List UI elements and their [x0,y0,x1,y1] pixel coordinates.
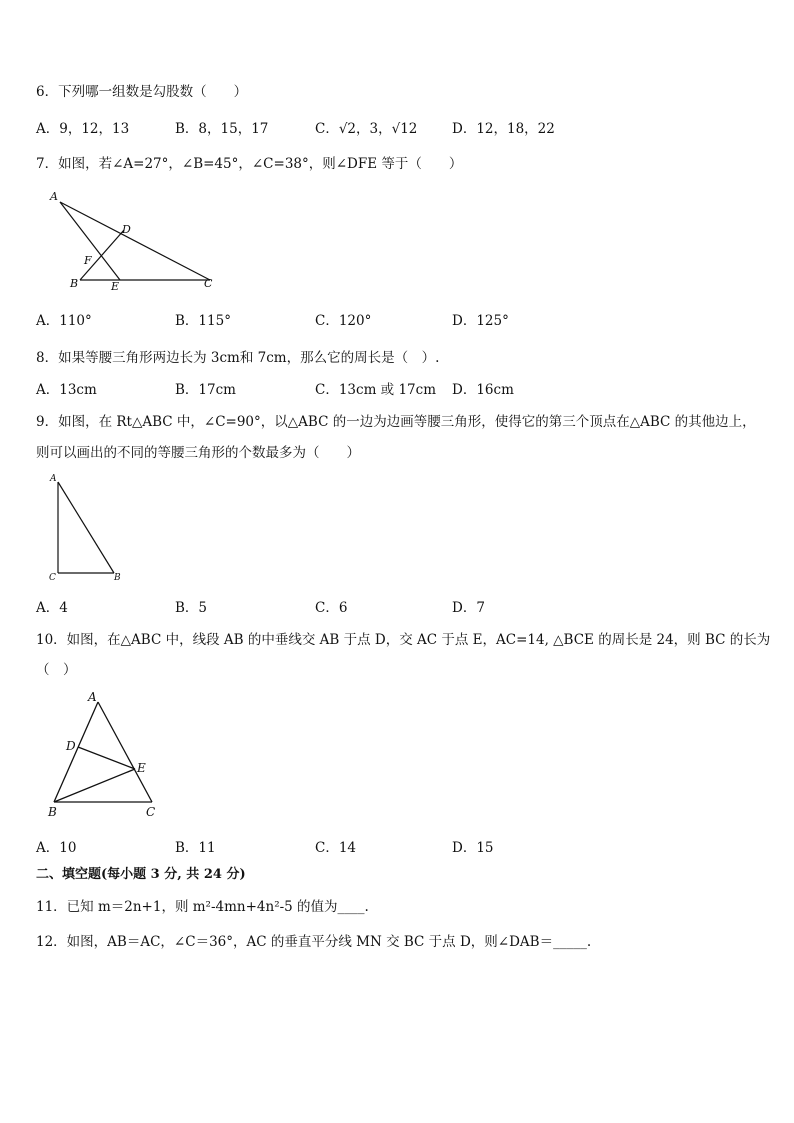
q7-label-b: B [70,277,79,290]
q9-option-d[interactable]: D．7 [452,600,485,616]
q7-option-a[interactable]: A．110° [36,313,92,329]
q10-label-e: E [137,761,146,775]
q6-option-b[interactable]: B．8，15，17 [175,121,269,137]
q7-label-e: E [111,280,120,293]
q9-option-b[interactable]: B．5 [175,600,208,616]
q7-option-c[interactable]: C．120° [315,313,372,329]
q10-option-d[interactable]: D．15 [452,840,494,856]
q10-label-a: A [88,690,97,704]
q7-segment-ac [60,202,210,280]
q10-label-d: D [66,739,76,753]
q9-figure [44,470,134,586]
q12-stem: 12．如图，AB＝AC，∠C＝36°，AC 的垂直平分线 MN 交 BC 于点 D，则∠DAB＝_____. [36,934,592,950]
q10-segment-ac [98,702,152,802]
q10-label-b: B [48,805,57,819]
q8-option-b[interactable]: B．17cm [175,382,236,398]
q7-stem: 7．如图，若∠A=27°，∠B=45°，∠C=38°，则∠DFE 等于（ ） [36,156,463,172]
q9-segment-ab [58,482,114,573]
q9-option-a[interactable]: A．4 [36,600,68,616]
q6-stem: 6．下列哪一组数是勾股数（ ） [36,84,248,100]
q7-label-d: D [122,223,131,236]
q10-option-c[interactable]: C．14 [315,840,357,856]
q9-label-b: B [114,573,121,583]
q7-option-b[interactable]: B．115° [175,313,231,329]
q8-option-a[interactable]: A．13cm [36,382,97,398]
q9-stem-line2: 则可以画出的不同的等腰三角形的个数最多为（ ） [36,445,360,461]
q7-label-f: F [84,254,92,267]
q6-option-c[interactable]: C．√2，3，√12 [315,121,418,137]
q9-label-a: A [50,474,57,484]
q7-label-a: A [50,190,58,203]
q7-figure [40,186,230,296]
q11-stem: 11．已知 m＝2n+1，则 m²-4mn+4n²-5 的值为____. [36,899,369,915]
q9-option-c[interactable]: C．6 [315,600,348,616]
q6-option-a[interactable]: A．9，12，13 [36,121,130,137]
q6-option-d[interactable]: D．12，18，22 [452,121,555,137]
q7-label-c: C [204,277,213,290]
q9-label-c: C [49,573,56,583]
q10-figure [44,688,174,822]
q9-stem-line1: 9．如图，在 Rt△ABC 中，∠C=90°，以△ABC 的一边为边画等腰三角形，使得它的第三个顶点在△ABC 的其他边上， [36,414,756,430]
q7-option-d[interactable]: D．125° [452,313,509,329]
q10-label-c: C [146,805,156,819]
section2-title: 二、填空题(每小题 3 分, 共 24 分) [36,867,246,882]
q10-stem-line2: （ ） [36,662,77,678]
q10-option-b[interactable]: B．11 [175,840,216,856]
q10-stem-line1: 10．如图，在△ABC 中，线段 AB 的中垂线交 AB 于点 D，交 AC 于点 E，AC=14, △BCE 的周长是 24，则 BC 的长为 [36,632,771,648]
q8-option-d[interactable]: D．16cm [452,382,514,398]
q10-segment-de [78,747,135,769]
q8-option-c[interactable]: C．13cm 或 17cm [315,382,436,398]
q8-stem: 8．如果等腰三角形两边长为 3cm和 7cm，那么它的周长是（ ）. [36,350,440,366]
q10-option-a[interactable]: A．10 [36,840,77,856]
